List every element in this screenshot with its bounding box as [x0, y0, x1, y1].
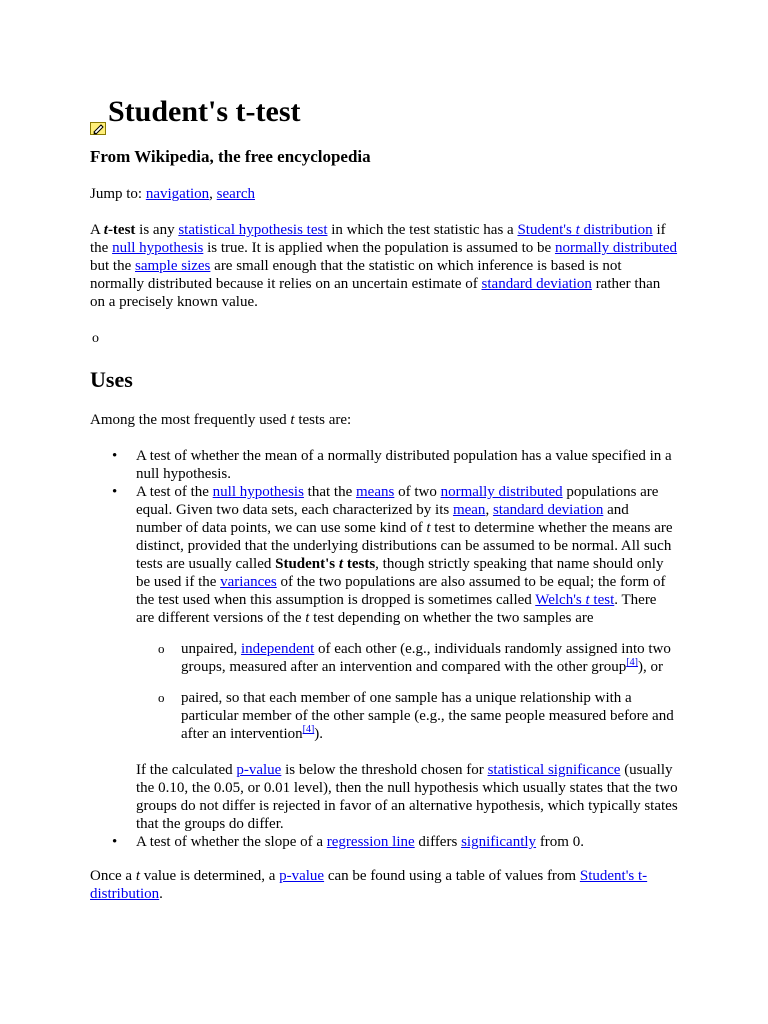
list-item-text: of each other (e.g., individuals randomly assigned into two groups, measured after an intervention and compared with the other group: [181, 641, 671, 675]
term-text: Student's: [275, 556, 339, 572]
link-students-t-distribution[interactable]: Student's t-distribution: [90, 868, 648, 902]
edit-pencil-icon[interactable]: [90, 107, 106, 123]
link-p-value[interactable]: p-value: [279, 868, 325, 884]
intro-text: rather than on a precisely known value.: [90, 276, 661, 310]
paragraph-text: Once a: [90, 868, 136, 884]
paragraph-text: If the calculated: [136, 762, 237, 778]
link-text: test: [589, 592, 615, 608]
link-standard-deviation[interactable]: standard deviation: [481, 276, 592, 292]
intro-text: if the: [90, 222, 666, 256]
list-item-text: A test of whether the mean of a normally distributed population has a value specified in a null hypothesis.: [136, 448, 672, 482]
link-mean[interactable]: mean: [452, 502, 486, 518]
link-text: Student's: [517, 222, 576, 238]
site-subtitle: From Wikipedia, the free encyclopedia: [90, 147, 371, 166]
toc-bullet: o: [92, 331, 99, 346]
link-students-t-distribution[interactable]: [517, 222, 652, 238]
uses-heading: Uses: [90, 367, 133, 392]
significance-paragraph: [136, 761, 678, 833]
link-variances[interactable]: variances: [220, 574, 277, 590]
link-null-hypothesis[interactable]: null hypothesis: [112, 240, 204, 256]
list-item: [90, 447, 678, 483]
paragraph-italic: t: [135, 868, 140, 884]
list-item-text: that the: [303, 484, 356, 500]
jump-links: [90, 185, 255, 203]
list-item-text: populations are equal. Given two data sets, each characterized by its: [136, 484, 659, 518]
uses-intro-text: tests are:: [294, 412, 352, 428]
list-item-text: ).: [314, 726, 324, 742]
t-test-term-rest: -test: [107, 222, 136, 238]
link-sample-sizes[interactable]: sample sizes: [135, 258, 211, 274]
intro-text: is any: [135, 222, 179, 238]
t-test-term-t: t: [103, 222, 108, 238]
link-normally-distributed[interactable]: normally distributed: [440, 484, 563, 500]
term-text: tests: [343, 556, 376, 572]
intro-text: but the: [90, 258, 135, 274]
jump-separator: ,: [209, 186, 217, 202]
list-item: [136, 640, 678, 676]
link-text-italic: t: [575, 222, 580, 238]
link-means[interactable]: means: [356, 484, 395, 500]
paragraph-text: value is determined, a: [139, 868, 280, 884]
paragraph-text: (usually the 0.10, the 0.05, or 0.01 level), then the null hypothesis which usually states that the two groups do not differ is rejected in favor of an alternative hypothesis, which typically states that the groups do differ.: [136, 762, 678, 832]
uses-intro-italic: t: [290, 412, 295, 428]
citation-link[interactable]: [4]: [302, 724, 315, 735]
link-null-hypothesis[interactable]: null hypothesis: [212, 484, 304, 500]
pvalue-paragraph: [90, 867, 678, 903]
list-item-text: from 0.: [536, 834, 584, 850]
list-item-italic: t: [426, 520, 431, 536]
list-item: [90, 483, 678, 833]
term-italic: t: [338, 556, 344, 572]
paragraph-text: can be found using a table of values from: [324, 868, 580, 884]
jump-prefix: Jump to:: [90, 186, 146, 202]
link-independent[interactable]: independent: [240, 641, 315, 657]
list-item: [136, 689, 678, 743]
list-item-text: of the two populations are also assumed to be equal; the form of the test used when this assumption is dropped is sometimes called: [136, 574, 666, 608]
paragraph-text: .: [159, 886, 163, 902]
list-item-text: paired, so that each member of one sample has a unique relationship with a particular member of the other sample (e.g., the same people measured before and after an intervention: [181, 690, 674, 742]
intro-text: A: [90, 222, 104, 238]
intro-text: are small enough that the statistic on which inference is based is not normally distributed because it relies on an uncertain estimate of: [90, 258, 622, 292]
intro-paragraph: [90, 221, 678, 311]
uses-list: [90, 447, 678, 851]
list-item-text: of two: [394, 484, 441, 500]
list-item-text: ,: [485, 502, 493, 518]
list-item: [90, 833, 678, 851]
list-item-text: ), or: [637, 659, 663, 675]
list-item-text: unpaired,: [181, 641, 241, 657]
citation-link[interactable]: [4]: [626, 657, 638, 668]
link-text: distribution: [579, 222, 653, 238]
list-item-text: test to determine whether the means are distinct, provided that the underlying distributions can be assumed to be normal. All such tests are usually called: [136, 520, 673, 572]
link-welchs-t-test[interactable]: [535, 592, 614, 608]
uses-intro-text: Among the most frequently used: [90, 412, 291, 428]
list-item-text: A test of the: [136, 484, 213, 500]
sample-types-list: [136, 640, 678, 743]
uses-intro: [90, 411, 351, 429]
list-item-text: A test of whether the slope of a: [136, 834, 327, 850]
jump-search-link[interactable]: search: [216, 186, 255, 202]
link-regression-line[interactable]: regression line: [326, 834, 415, 850]
jump-navigation-link[interactable]: navigation: [145, 186, 210, 202]
page-title: [90, 92, 301, 132]
intro-text: is true. It is applied when the population is assumed to be: [203, 240, 555, 256]
link-text-italic: t: [585, 592, 590, 608]
students-t-tests-term: [275, 556, 375, 572]
list-item-italic: t: [305, 610, 310, 626]
link-standard-deviation[interactable]: standard deviation: [492, 502, 604, 518]
list-item-text: test depending on whether the two samples are: [309, 610, 594, 626]
page-title-text: Student's t-test: [108, 95, 301, 128]
link-text: Welch's: [535, 592, 586, 608]
list-item-text: and number of data points, we can use some kind of: [136, 502, 629, 536]
list-item-text: , though strictly speaking that name should only be used if the: [136, 556, 664, 590]
link-normally-distributed[interactable]: normally distributed: [554, 240, 678, 256]
intro-text: in which the test statistic has a: [327, 222, 518, 238]
t-test-term: [104, 222, 136, 238]
list-item-text: differs: [414, 834, 462, 850]
link-statistical-significance[interactable]: statistical significance: [487, 762, 621, 778]
link-statistical-hypothesis-test[interactable]: statistical hypothesis test: [178, 222, 328, 238]
link-significantly[interactable]: significantly: [461, 834, 537, 850]
link-p-value[interactable]: p-value: [236, 762, 282, 778]
list-item-text: . There are different versions of the: [136, 592, 657, 626]
paragraph-text: is below the threshold chosen for: [281, 762, 488, 778]
